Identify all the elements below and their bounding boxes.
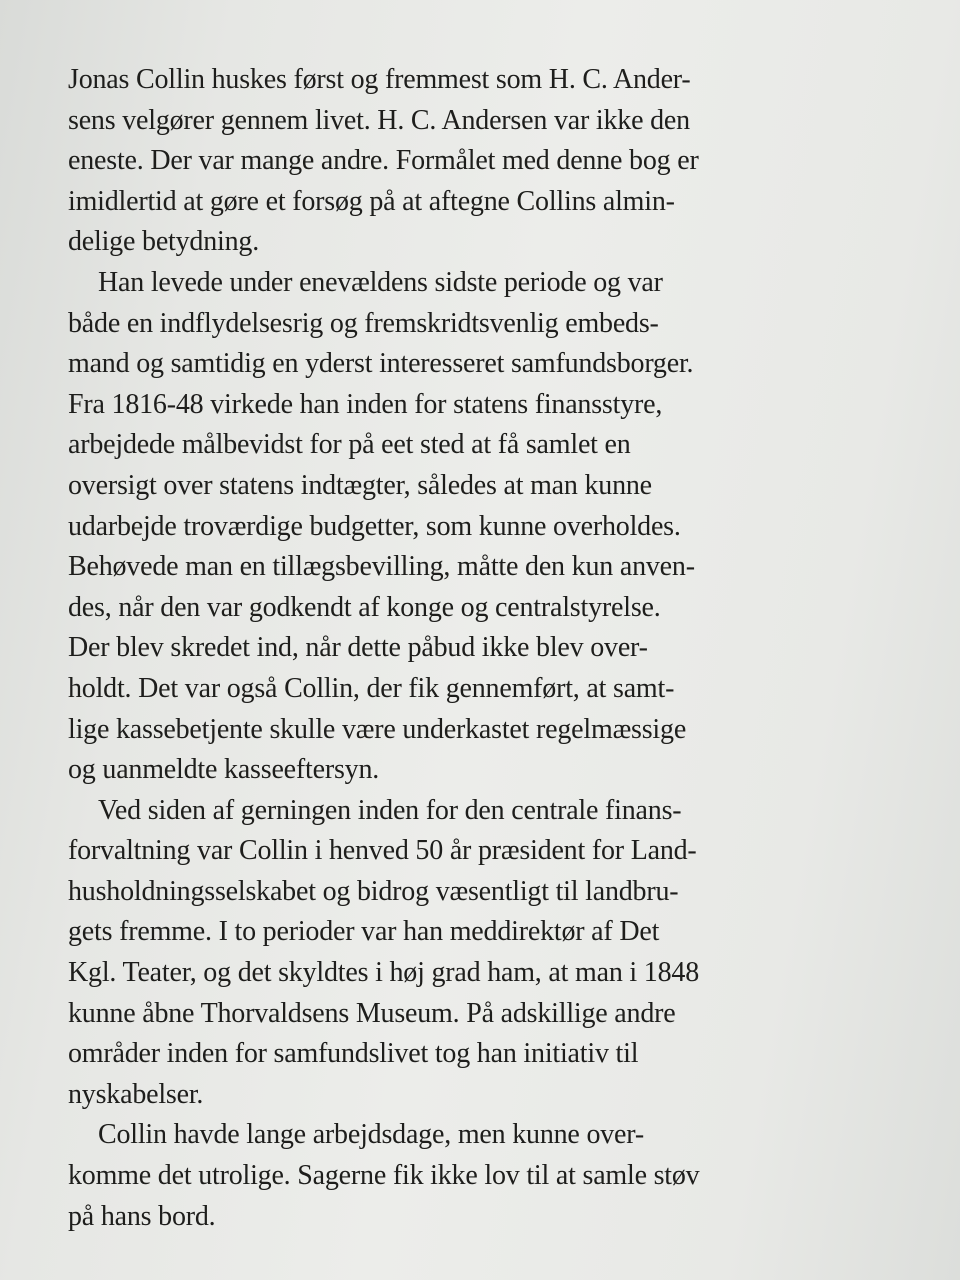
text-line: lige kassebetjente skulle være underkastet regelmæssige [68,713,687,745]
text-line: komme det utrolige. Sagerne fik ikke lov til at samle støv [68,1160,700,1192]
book-page-text [68,60,928,1237]
text-line: Jonas Collin huskes først og fremmest som H. C. Ander- [68,64,691,95]
text-line: Der blev skredet ind, når dette påbud ikke blev over- [68,632,648,664]
paragraph-3 [68,791,928,1116]
paragraph-1 [68,60,928,263]
text-line: nyskabelser. [68,1078,204,1110]
text-line: Han levede under enevældens sidste periode og var [98,266,663,298]
text-line: Ved siden af gerningen inden for den centrale finans- [98,794,682,826]
text-line: sens velgører gennem livet. H. C. Andersen var ikke den [68,104,690,136]
text-line: både en indflydelsesrig og fremskridtsvenlig embeds- [68,307,659,339]
text-line: forvaltning var Collin i henved 50 år præsident for Land- [68,835,697,867]
paragraph-2 [68,263,928,791]
text-line: Kgl. Teater, og det skyldtes i høj grad ham, at man i 1848 [68,957,700,989]
text-line: Behøvede man en tillægsbevilling, måtte den kun anven- [68,551,695,583]
text-line: på hans bord. [68,1200,216,1232]
text-line: holdt. Det var også Collin, der fik gennemført, at samt- [68,672,675,704]
text-line: og uanmeldte kasseeftersyn. [68,754,380,786]
text-line: husholdningsselskabet og bidrog væsentligt til landbru- [68,875,679,907]
text-line: Fra 1816-48 virkede han inden for statens finansstyre, [68,388,663,420]
text-line: Collin havde lange arbejdsdage, men kunne over- [98,1119,644,1151]
text-line: oversigt over statens indtægter, således at man kunne [68,469,652,501]
text-line: des, når den var godkendt af konge og centralstyrelse. [68,591,661,623]
text-line: imidlertid at gøre et forsøg på at aftegne Collins almin- [68,185,675,217]
paragraph-4 [68,1115,928,1237]
text-line: kunne åbne Thorvaldsens Museum. På adskillige andre [68,997,676,1029]
text-line: områder inden for samfundslivet tog han initiativ til [68,1038,639,1070]
text-line: mand og samtidig en yderst interesseret samfundsborger. [68,348,694,380]
text-line: eneste. Der var mange andre. Formålet med denne bog er [68,145,699,177]
text-line: gets fremme. I to perioder var han meddirektør af Det [68,916,660,948]
text-line: delige betydning. [68,226,260,258]
text-line: udarbejde troværdige budgetter, som kunne overholdes. [68,510,681,542]
text-line: arbejdede målbevidst for på eet sted at få samlet en [68,429,631,461]
